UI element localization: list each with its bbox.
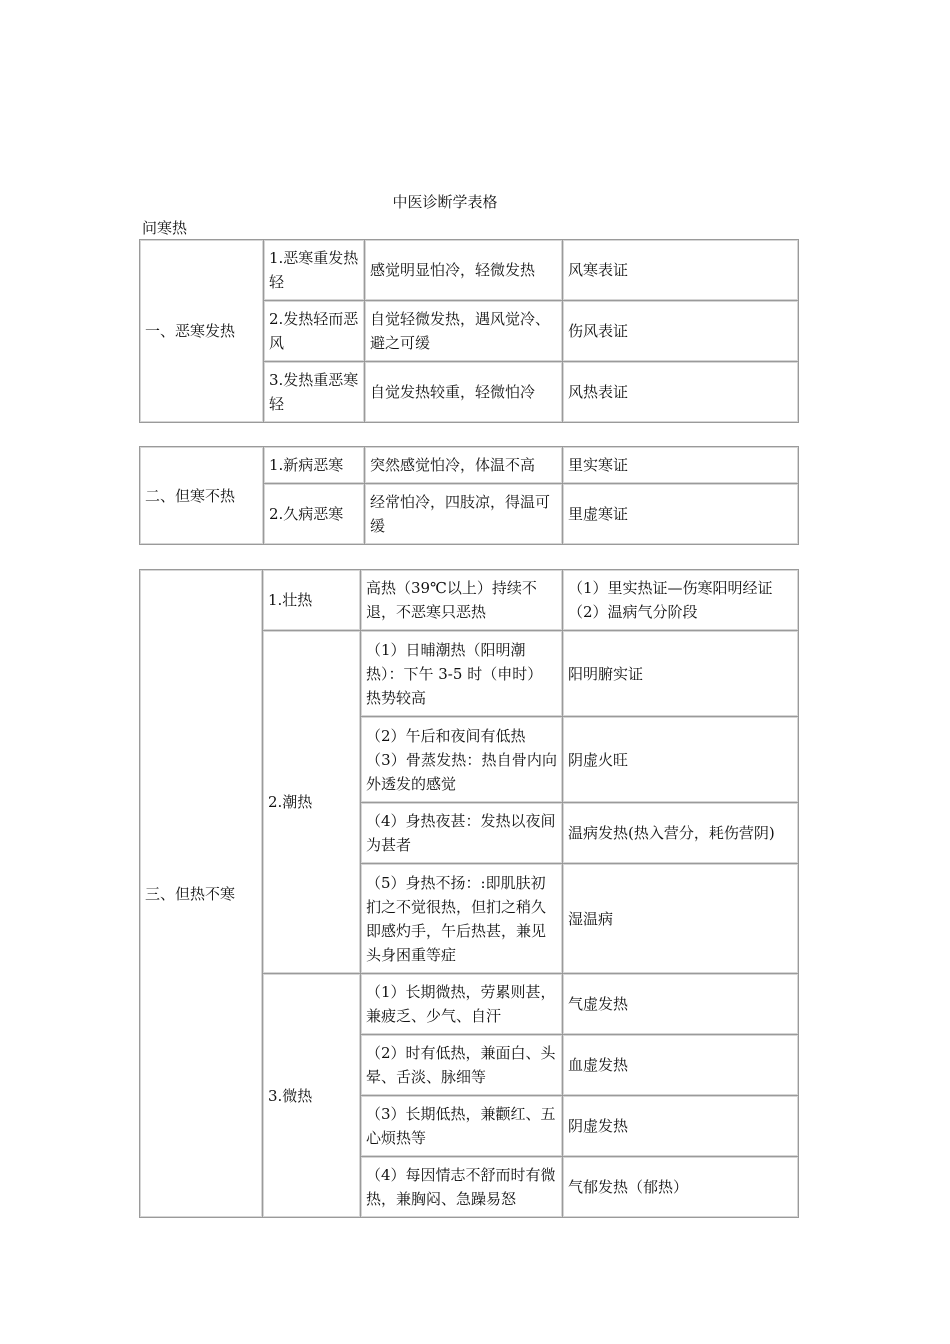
syndrome-line: （2）温病气分阶段 (568, 603, 698, 621)
syndrome-cell: 温病发热(热入营分，耗伤营阴) (563, 803, 799, 864)
syndrome-cell: 阳明腑实证 (563, 631, 799, 717)
sub-cell: 1.恶寒重发热轻 (264, 240, 365, 301)
table-fever-without-cold (139, 569, 799, 1218)
syndrome-line: （1）里实热证—伤寒阳明经证 (568, 579, 773, 597)
desc-cell: （1）长期微热，劳累则甚，兼疲乏、少气、自汗 (361, 974, 563, 1035)
desc-cell: （2）时有低热，兼面白、头晕、舌淡、脉细等 (361, 1035, 563, 1096)
desc-cell: （4）身热夜甚：发热以夜间为甚者 (361, 803, 563, 864)
sub-cell: 2.久病恶寒 (264, 484, 365, 545)
table-row (140, 570, 799, 631)
section-heading: 问寒热 (142, 219, 188, 237)
syndrome-cell: 湿温病 (563, 864, 799, 974)
syndrome-cell: 阴虚火旺 (563, 717, 799, 803)
desc-cell: 自觉轻微发热，遇风觉冷、避之可缓 (365, 301, 563, 362)
syndrome-cell (563, 570, 799, 631)
syndrome-cell: 里实寒证 (563, 447, 799, 484)
sub-cell: 1.壮热 (263, 570, 361, 631)
sub-cell: 2.发热轻而恶风 (264, 301, 365, 362)
syndrome-cell: 气虚发热 (563, 974, 799, 1035)
syndrome-cell: 里虚寒证 (563, 484, 799, 545)
table-aversion-cold-fever (139, 239, 799, 423)
sub-cell: 3.发热重恶寒轻 (264, 362, 365, 423)
syndrome-cell: 气郁发热（郁热） (563, 1157, 799, 1218)
desc-cell: 突然感觉怕冷，体温不高 (365, 447, 563, 484)
group-cell: 三、但热不寒 (140, 570, 263, 1218)
sub-cell: 1.新病恶寒 (264, 447, 365, 484)
desc-cell: （5）身热不扬：:即肌肤初扪之不觉很热，但扪之稍久即感灼手，午后热甚，兼见头身困重等症 (361, 864, 563, 974)
syndrome-cell: 伤风表证 (563, 301, 799, 362)
syndrome-cell: 风寒表证 (563, 240, 799, 301)
desc-line: （2）午后和夜间有低热 (366, 726, 526, 745)
desc-cell: （4）每因情志不舒而时有微热，兼胸闷、急躁易怒 (361, 1157, 563, 1218)
desc-cell: 高热（39℃以上）持续不退，不恶寒只恶热 (361, 570, 563, 631)
table-row (140, 447, 799, 484)
syndrome-cell: 风热表证 (563, 362, 799, 423)
syndrome-cell: 血虚发热 (563, 1035, 799, 1096)
desc-cell: （1）日晡潮热（阳明潮热）：下午 3-5 时（申时）热势较高 (361, 631, 563, 717)
document-title: 中医诊断学表格 (392, 193, 498, 211)
group-cell: 二、但寒不热 (140, 447, 264, 545)
desc-cell: 感觉明显怕冷，轻微发热 (365, 240, 563, 301)
table-row (140, 240, 799, 301)
syndrome-cell: 阴虚发热 (563, 1096, 799, 1157)
desc-cell: 经常怕冷，四肢凉，得温可缓 (365, 484, 563, 545)
desc-cell: 自觉发热较重，轻微怕冷 (365, 362, 563, 423)
sub-cell: 3.微热 (263, 974, 361, 1218)
desc-line: （3）骨蒸发热：热自骨内向外透发的感觉 (366, 750, 557, 793)
desc-cell: （3）长期低热，兼颧红、五心烦热等 (361, 1096, 563, 1157)
table-cold-without-fever (139, 446, 799, 545)
desc-cell (361, 717, 563, 803)
sub-cell: 2.潮热 (263, 631, 361, 974)
group-cell: 一、恶寒发热 (140, 240, 264, 423)
